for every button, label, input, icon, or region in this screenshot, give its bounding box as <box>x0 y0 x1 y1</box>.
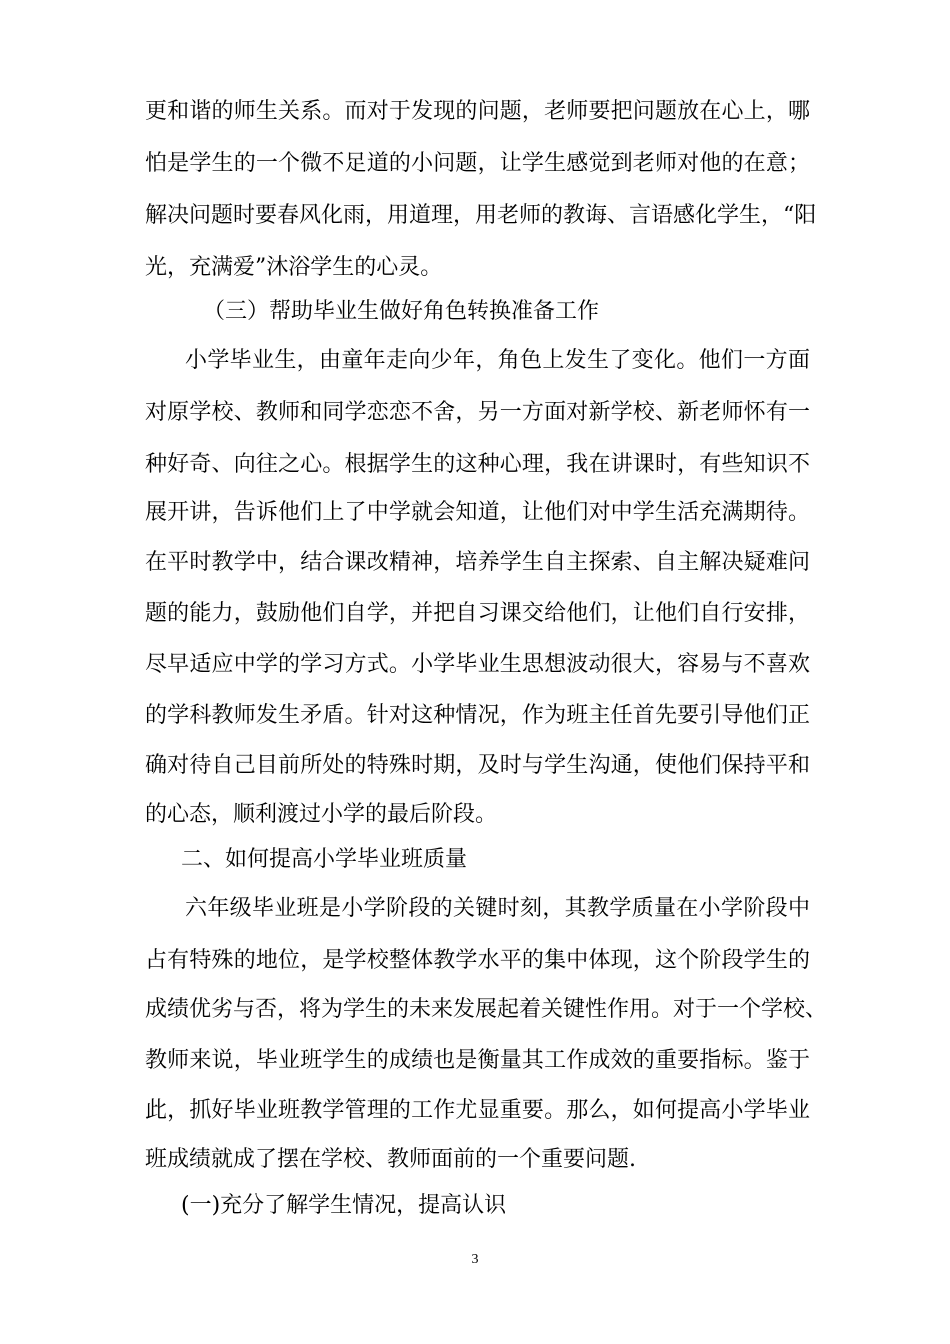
paragraph-line: 教师来说，毕业班学生的成绩也是衡量其工作成效的重要指标。鉴于 <box>145 1048 810 1073</box>
section-heading: (一)充分了解学生情况，提高认识 <box>181 1193 507 1218</box>
paragraph-line: 解决问题时要春风化雨，用道理，用老师的教诲、言语感化学生，“阳 <box>145 203 817 228</box>
paragraph-line: 六年级毕业班是小学阶段的关键时刻，其教学质量在小学阶段中 <box>185 896 810 921</box>
paragraph-line: 成绩优劣与否，将为学生的未来发展起着关键性作用。对于一个学校、 <box>145 997 828 1022</box>
paragraph-line: 小学毕业生，由童年走向少年，角色上发生了变化。他们一方面 <box>185 348 810 373</box>
paragraph-line: 题的能力，鼓励他们自学，并把自习课交给他们，让他们自行安排， <box>145 601 810 626</box>
paragraph-line: 更和谐的师生关系。而对于发现的问题，老师要把问题放在心上，哪 <box>145 99 810 124</box>
paragraph-line: 尽早适应中学的学习方式。小学毕业生思想波动很大，容易与不喜欢 <box>145 652 810 677</box>
paragraph-line: 展开讲，告诉他们上了中学就会知道，让他们对中学生活充满期待。 <box>145 500 810 525</box>
section-heading: 二、如何提高小学毕业班质量 <box>181 847 468 872</box>
paragraph-line: 班成绩就成了摆在学校、教师面前的一个重要问题. <box>145 1147 636 1172</box>
paragraph-line: 在平时教学中，结合课改精神，培养学生自主探索、自主解决疑难问 <box>145 550 810 575</box>
paragraph-line: 光，充满爱”沐浴学生的心灵。 <box>145 255 443 280</box>
paragraph-line: 种好奇、向往之心。根据学生的这种心理，我在讲课时，有些知识不 <box>145 452 810 477</box>
paragraph-line: 占有特殊的地位，是学校整体教学水平的集中体现，这个阶段学生的 <box>145 948 810 973</box>
paragraph-line: 的学科教师发生矛盾。针对这种情况，作为班主任首先要引导他们正 <box>145 703 810 728</box>
section-heading: （三）帮助毕业生做好角色转换准备工作 <box>203 299 600 324</box>
paragraph-line: 对原学校、教师和同学恋恋不舍，另一方面对新学校、新老师怀有一 <box>145 400 810 425</box>
paragraph-line: 怕是学生的一个微不足道的小问题，让学生感觉到老师对他的在意； <box>145 151 810 176</box>
paragraph-line: 确对待自己目前所处的特殊时期，及时与学生沟通，使他们保持平和 <box>145 753 810 778</box>
page-number: 3 <box>471 1252 479 1267</box>
paragraph-line: 此，抓好毕业班教学管理的工作尤显重要。那么，如何提高小学毕业 <box>145 1098 810 1123</box>
paragraph-line: 的心态，顺利渡过小学的最后阶段。 <box>145 802 498 827</box>
